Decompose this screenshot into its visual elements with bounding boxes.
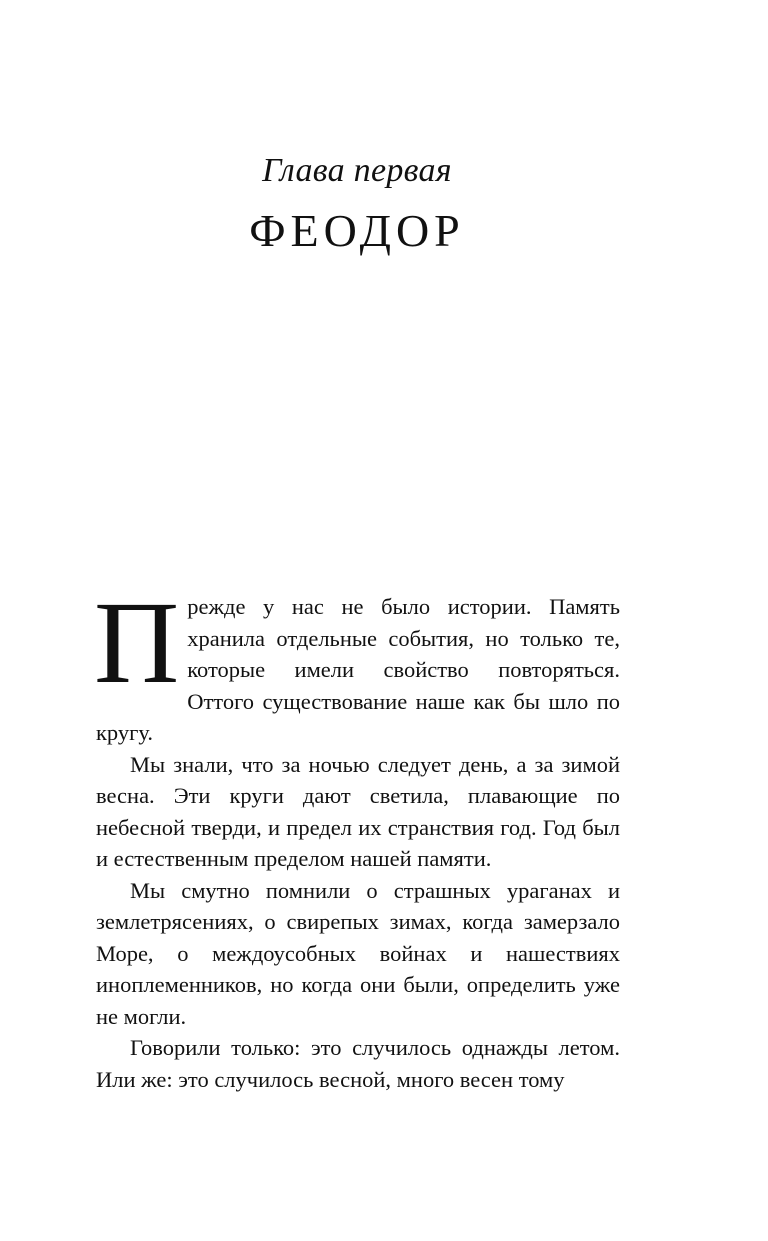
paragraph-4: Говорили только: это случилось однажды летом. Или же: это случилось весной, много весен тому bbox=[96, 1035, 620, 1092]
chapter-label: Глава первая bbox=[262, 152, 452, 189]
paragraph-2: Мы знали, что за ночью следует день, а за зимой весна. Эти круги дают светила, плавающие по небесной тверди, и предел их странствия год. Год был и естественным пределом нашей памяти. bbox=[96, 751, 620, 871]
body-text bbox=[94, 577, 620, 1095]
paragraph-1-text: режде у нас не было истории. Память хранила отдельные события, но только те, которые имели свойство повторяться. Оттого существование наше как бы шло по кругу. bbox=[96, 594, 620, 745]
drop-cap: П bbox=[94, 577, 180, 708]
paragraph-3: Мы смутно помнили о страшных ураганах и землетрясениях, о свирепых зимах, когда замерзало Море, о междоусобных войнах и нашествиях иноплеменников, но когда они были, определить уже не могли. bbox=[96, 877, 620, 1029]
paragraph-1 bbox=[94, 577, 620, 749]
chapter-title: ФЕОДОР bbox=[249, 205, 465, 256]
